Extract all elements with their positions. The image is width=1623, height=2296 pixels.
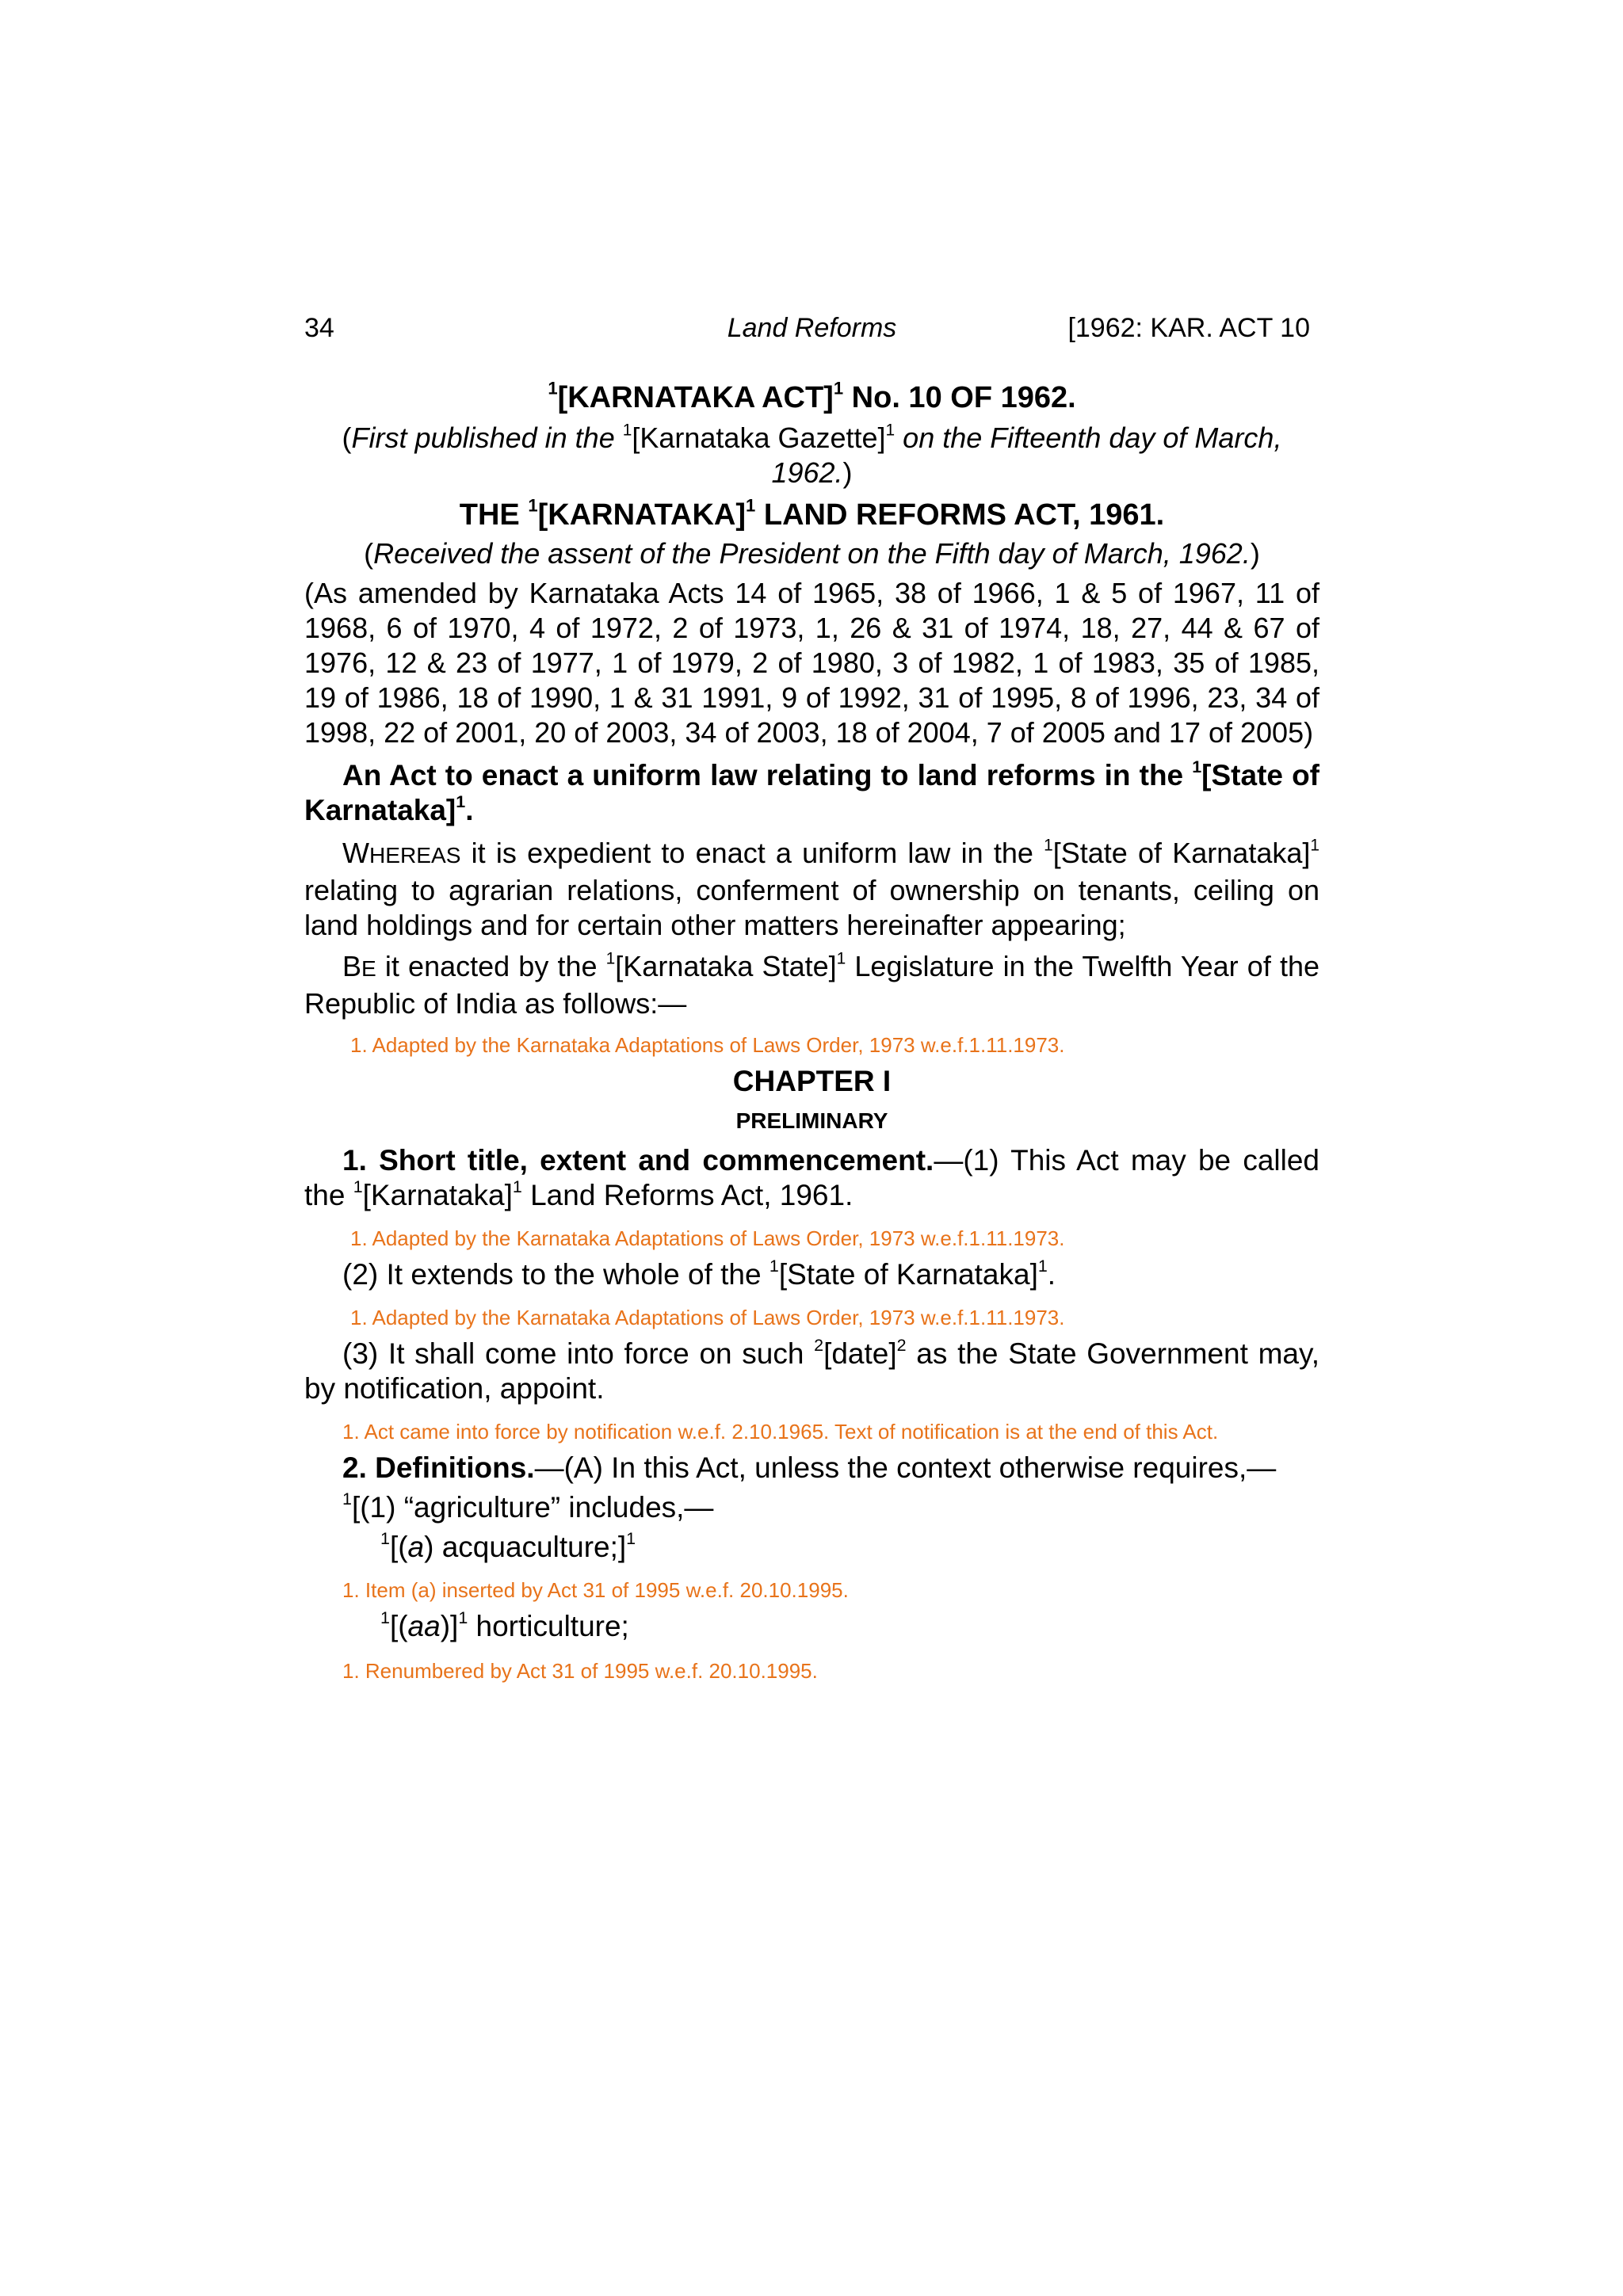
- chapter-subtitle: PRELIMINARY: [735, 1108, 888, 1133]
- section-2-heading: 2. Definitions.: [342, 1451, 535, 1484]
- footnote: 1. Adapted by the Karnataka Adaptations of Laws Order, 1973 w.e.f.1.11.1973.: [350, 1226, 1065, 1250]
- footnote: 1. Act came into force by notification w.e.f. 2.10.1965. Text of notification is at the end of this Act.: [342, 1420, 1219, 1444]
- running-title: Land Reforms: [727, 313, 897, 343]
- definition-item-aa: $^1[(aa)]^1$ horticulture;: [380, 1608, 629, 1642]
- definition-agriculture: $^1$[(1) “agriculture” includes,—: [342, 1489, 714, 1524]
- preamble-whereas: WHEREAS it is expedient to enact a uniform law in the $^1$[State of Karnataka]$^1$ relating to agrarian relations, conferment of ownership on tenants, ceiling on land holdings and for certain other matters hereinafter appearing;: [304, 836, 1319, 941]
- section-1-heading: 1. Short title, extent and commencement.: [342, 1144, 934, 1177]
- act-reference: [1962: KAR. ACT 10: [1067, 313, 1310, 343]
- preamble-enactment: BE it enacted by the $^1$[Karnataka State]$^1$ Legislature in the Twelfth Year of the Republic of India as follows:—: [304, 949, 1320, 1020]
- act-name: THE $^1$[KARNATAKA]$^1$ LAND REFORMS ACT, 1961.: [459, 495, 1165, 532]
- long-title: An Act to enact a uniform law relating to land reforms in the $^1$[State of Karnataka]$^1$.: [304, 757, 1319, 826]
- running-header: [304, 313, 1319, 353]
- section-1-subsection-3: (3) It shall come into force on such $^2$[date]$^2$ as the State Government may, by notification, appoint.: [304, 1335, 1320, 1405]
- amendments-note: (As amended by Karnataka Acts 14 of 1965, 38 of 1966, 1 & 5 of 1967, 11 of 1968, 6 of 1970, 4 of 1972, 2 of 1973, 1, 26 & 31 of 1974, 18, 27, 44 & 67 of 1976, 12 & 23 of 1977, 1 of 1979, 2 of 1980, 3 of 1982, 1 of 1983, 35 of 1985, 19 of 1986, 18 of 1990, 1 & 31 1991, 9 of 1992, 31 of 1995, 8 of 1996, 23, 34 of 1998, 22 of 2001, 20 of 2003, 34 of 2003, 18 of 2004, 7 of 2005 and 17 of 2005): [304, 577, 1319, 749]
- footnote: 1. Item (a) inserted by Act 31 of 1995 w.e.f. 20.10.1995.: [342, 1578, 849, 1602]
- section-1-subsection-2: (2) It extends to the whole of the $^1$[State of Karnataka]$^1$.: [342, 1256, 1056, 1291]
- chapter-heading: CHAPTER I: [732, 1065, 892, 1097]
- footnote: 1. Renumbered by Act 31 of 1995 w.e.f. 20.10.1995.: [342, 1659, 818, 1683]
- definition-item-a: $^1$[(a) acquaculture;]$^1$: [380, 1528, 636, 1563]
- act-title: $^1$[KARNATAKA ACT]$^1$ No. 10 OF 1962.: [548, 378, 1076, 414]
- footnote: 1. Adapted by the Karnataka Adaptations of Laws Order, 1973 w.e.f.1.11.1973.: [350, 1306, 1065, 1329]
- assent-note: (Received the assent of the President on the Fifth day of March, 1962.): [364, 537, 1260, 570]
- publication-note: (First published in the $^1$[Karnataka Gazette]$^1$ on the Fifteenth day of March, 1962.): [342, 421, 1282, 489]
- footnote: 1. Adapted by the Karnataka Adaptations of Laws Order, 1973 w.e.f.1.11.1973.: [350, 1033, 1065, 1057]
- page-number: 34: [304, 313, 334, 343]
- document-page: [304, 313, 1319, 1684]
- section-2: 2. Definitions.—(A) In this Act, unless the context otherwise requires,—: [342, 1451, 1277, 1484]
- section-1: 1. Short title, extent and commencement.—(1) This Act may be called the $^1$[Karnataka]$^1$ Land Reforms Act, 1961.: [304, 1144, 1319, 1211]
